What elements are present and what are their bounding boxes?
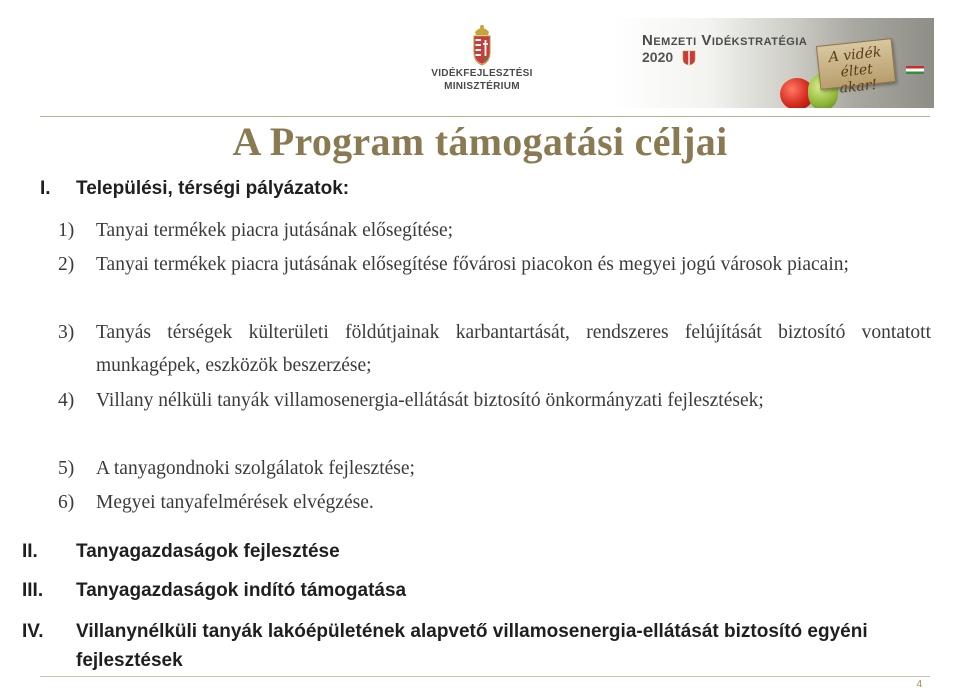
hungarian-coat-of-arms-icon xyxy=(467,22,497,66)
list-item-text: A tanyagondnoki szolgálatok fejlesztése; xyxy=(96,458,415,479)
list-item xyxy=(58,316,931,384)
section-i-heading xyxy=(40,176,349,202)
list-item-text: Tanyás térségek külterületi földútjainak karbantartását, rendszeres felújítását biztosító vontatott munkagépek, eszközök beszerzése; xyxy=(96,322,931,376)
section-ii-heading xyxy=(22,539,340,565)
strategy-year: 2020 xyxy=(642,49,674,65)
small-emblem-icon xyxy=(682,48,696,66)
section-heading-text: Tanyagazdaságok fejlesztése xyxy=(76,541,340,562)
list-item xyxy=(58,248,931,316)
section-number: III. xyxy=(22,580,44,601)
section-number: IV. xyxy=(22,621,44,642)
hungarian-flag-icon xyxy=(906,66,924,74)
list-item-number: 6) xyxy=(58,492,75,513)
footer-divider xyxy=(40,676,930,677)
ministry-name-line1: VIDÉKFEJLESZTÉSI xyxy=(431,68,533,79)
list-item-text: Tanyai termékek piacra jutásának elősegítése fővárosi piacokon és megyei jogú városok piacain; xyxy=(96,254,849,275)
list-item xyxy=(58,452,931,486)
section-heading-text: Villanynélküli tanyák lakóépületének alapvető villamosenergia-ellátását biztosító egyéni fejlesztések xyxy=(76,621,868,671)
list-item xyxy=(58,384,931,452)
ministry-name-line2: MINISZTÉRIUM xyxy=(444,81,520,92)
section-i-list xyxy=(58,214,931,520)
strategy-title: Nemzeti Vidékstratégia xyxy=(642,32,808,49)
list-item-text: Megyei tanyafelmérések elvégzése. xyxy=(96,492,374,513)
list-item-number: 1) xyxy=(58,220,75,241)
list-item-number: 2) xyxy=(58,254,75,275)
section-heading-text: Tanyagazdaságok indító támogatása xyxy=(76,580,407,601)
section-iii-heading xyxy=(22,578,406,604)
section-number: II. xyxy=(22,541,38,562)
list-item-text: Villany nélküli tanyák villamosenergia-ellátását biztosító önkormányzati fejlesztések; xyxy=(96,390,764,411)
strategy-banner xyxy=(612,18,934,108)
list-item-number: 3) xyxy=(58,322,75,343)
page-number: 4 xyxy=(916,679,922,690)
section-iv-heading xyxy=(22,617,902,675)
section-heading-text: Települési, térségi pályázatok: xyxy=(76,178,350,199)
ministry-logo xyxy=(427,22,537,110)
page-title: A Program támogatási céljai xyxy=(232,119,728,164)
slogan-line1: A vidék xyxy=(828,44,883,66)
list-item-text: Tanyai termékek piacra jutásának elősegítése; xyxy=(96,220,454,241)
list-item xyxy=(58,486,931,520)
slogan-line2: éltet akar! xyxy=(838,61,878,97)
list-item-number: 5) xyxy=(58,458,75,479)
header xyxy=(0,0,960,115)
list-item-number: 4) xyxy=(58,390,75,411)
list-item xyxy=(58,214,931,248)
slogan-sign xyxy=(816,38,896,97)
section-number: I. xyxy=(40,178,51,199)
